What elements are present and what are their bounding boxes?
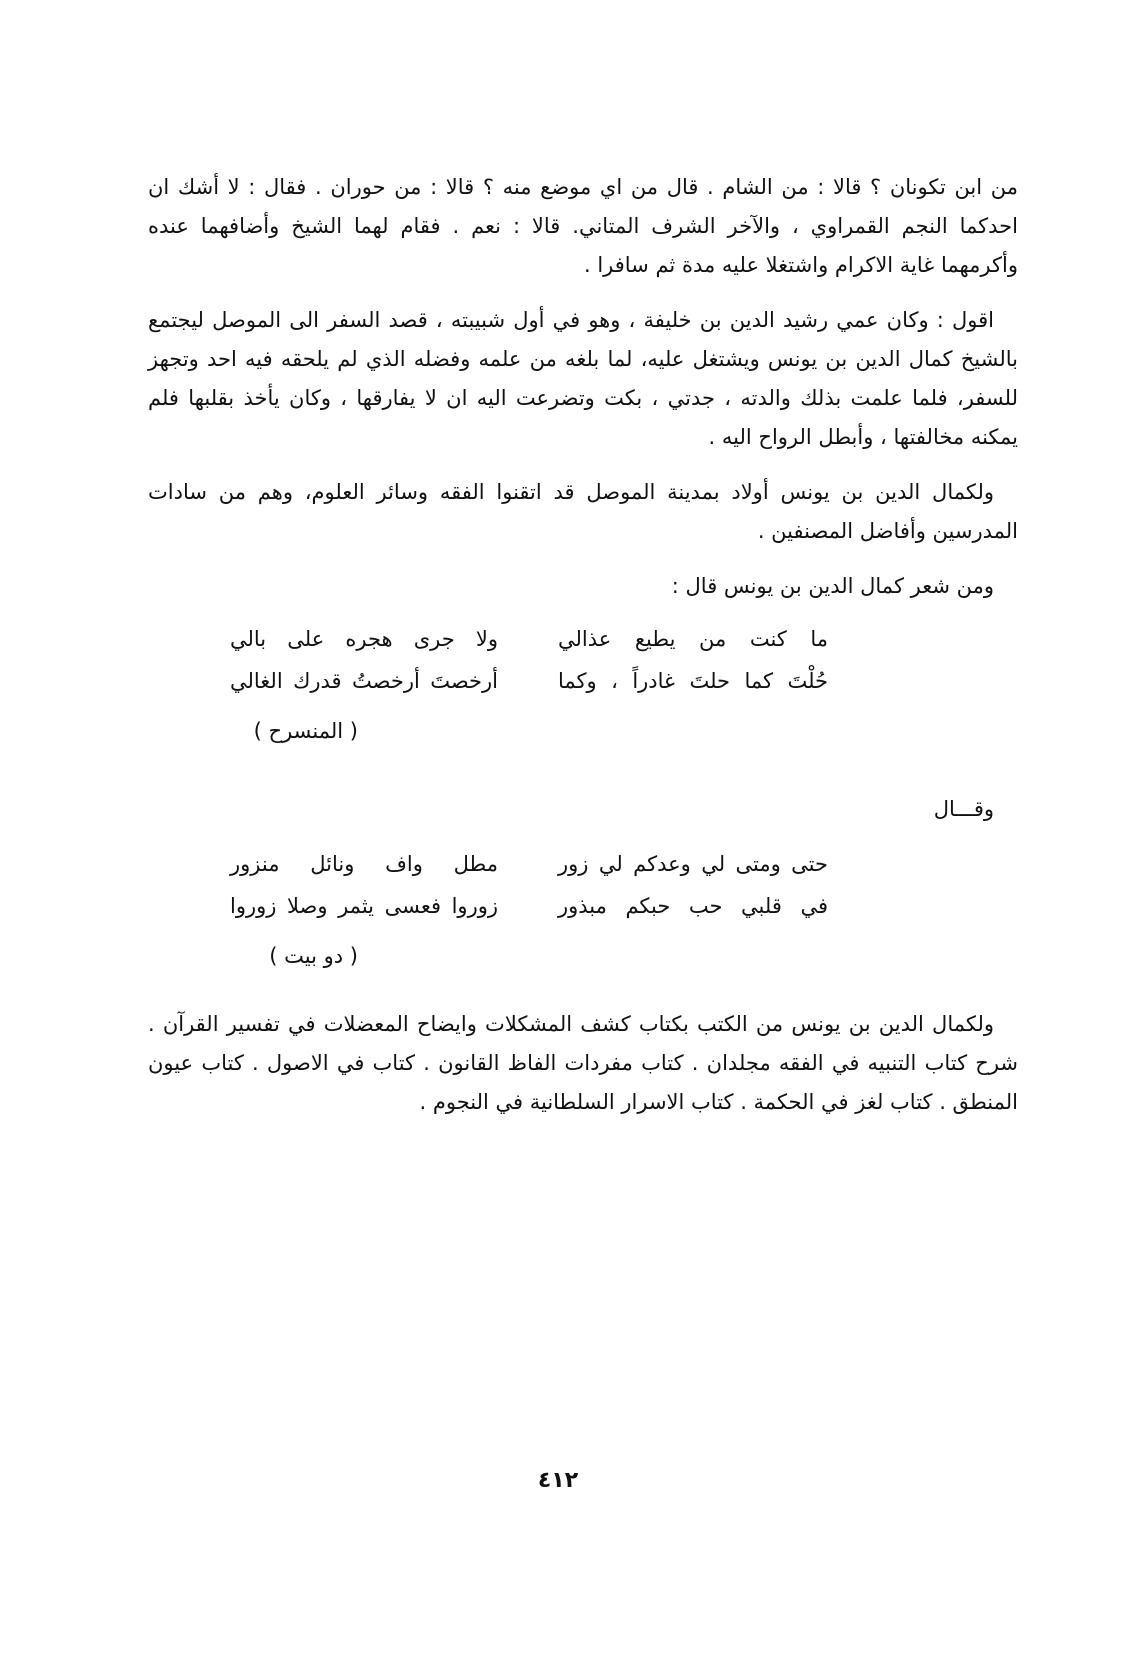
poem-2 (148, 845, 1018, 981)
poem-verse (148, 662, 1018, 704)
second-hemistich: زوروا فعسى يثمر وصلا زوروا (230, 894, 498, 918)
meter-name: ( المنسرح ) (253, 719, 358, 743)
poem-verse (148, 887, 1018, 929)
poem-verse (148, 845, 1018, 887)
second-hemistich: مطل واف ونائل منزور (230, 852, 498, 876)
paragraph-books: ولكمال الدين بن يونس من الكتب بكتاب كشف المشكلات وايضاح المعضلات في تفسير القرآن . شرح كتاب التنبيه في الفقه مجلدان . كتاب مفردات الفاظ القانون . كتاب في الاصول . كتاب عيون المنطق . كتاب لغز في الحكمة . كتاب الاسرار السلطانية في النجوم . (148, 1012, 1018, 1114)
paragraph-3: ولكمال الدين بن يونس أولاد بمدينة الموصل قد اتقنوا الفقه وسائر العلوم، وهم من سادات المدرسين وأفاضل المصنفين . (148, 480, 1018, 543)
poem-1 (148, 620, 1018, 756)
first-hemistich: ما كنت من يطيع عذالي (558, 627, 828, 651)
second-hemistich: أرخصتَ أرخصتُ قدرك الغالي (230, 669, 498, 693)
second-hemistich: ولا جرى هجره على بالي (230, 627, 498, 651)
paragraph-2: اقول : وكان عمي رشيد الدين بن خليفة ، وهو في أول شبيبته ، قصد السفر الى الموصل ليجتمع بالشيخ كمال الدين بن يونس ويشتغل عليه، لما بلغه من علمه وفضله الذي لم يلحقه فيه احد وتجهز للسفر، فلما علمت بذلك والدته ، جدتي ، بكت وتضرعت اليه ان لا يفارقها ، وكان يأخذ بقلبها فلم يمكنه مخالفتها ، وأبطل الرواح اليه . (148, 308, 1018, 449)
page-number: ٤١٢ (537, 1468, 579, 1493)
first-hemistich: حتى ومتى لي وعدكم لي زور (558, 852, 828, 876)
waqal-heading: وقـــال (933, 797, 994, 821)
poem-intro: ومن شعر كمال الدين بن يونس قال : (671, 574, 994, 598)
poem-meter-label (148, 937, 1018, 981)
page-body (148, 168, 1018, 1138)
first-hemistich: في قلبي حب حبكم مبذور (558, 894, 828, 918)
meter-name: ( دو بيت ) (269, 944, 358, 968)
poem-verse (148, 620, 1018, 662)
first-hemistich: حُلْتَ كما حلتَ غادراً ، وكما (558, 669, 828, 693)
paragraph-1: من ابن تكونان ؟ قالا : من الشام . قال من اي موضع منه ؟ قالا : من حوران . فقال : لا أشك ان احدكما النجم القمراوي ، والآخر الشرف المتاني. قالا : نعم . فقام لهما الشيخ وأضافهما عنده وأكرمهما غاية الاكرام واشتغلا عليه مدة ثم سافرا . (148, 175, 1018, 277)
poem-meter-label (148, 712, 1018, 756)
